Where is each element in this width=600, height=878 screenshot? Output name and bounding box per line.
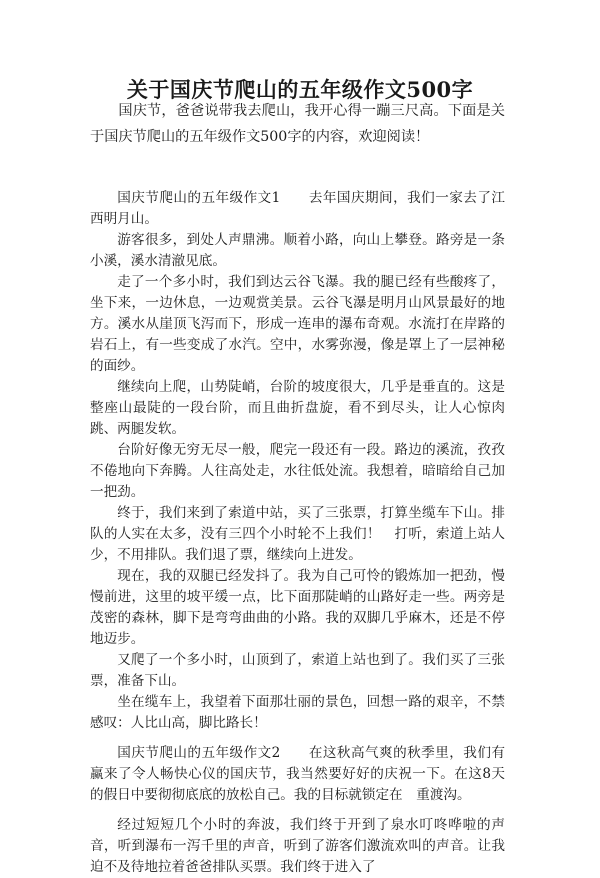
intro-paragraph: 国庆节，爸爸说带我去爬山，我开心得一蹦三尺高。下面是关于国庆节爬山的五年级作文500字的内容，欢迎阅读！ (90, 103, 505, 145)
document-title: 关于国庆节爬山的五年级作文500字 (126, 77, 474, 102)
paragraph-4: 继续向上爬，山势陡峭，台阶的坡度很大，几乎是垂直的。这是整座山最陡的一段台阶，而且曲折盘旋，看不到尽头，让人心惊肉跳、两腿发软。 (90, 379, 505, 437)
paragraph-9: 坐在缆车上，我望着下面那壮丽的景色，回想一路的艰辛，不禁感叹：人比山高，脚比路长！ (90, 694, 505, 731)
paragraph-2: 游客很多，到处人声鼎沸。顺着小路，向山上攀登。路旁是一条小溪，溪水清澈见底。 (90, 232, 505, 269)
paragraph-6: 终于，我们来到了索道中站，买了三张票，打算坐缆车下山。排队的人实在太多，没有三四个小时轮不上我们！ 打听，索道上站人少，不用排队。我们退了票，继续向上进发。 (90, 505, 505, 563)
paragraph-10: 国庆节爬山的五年级作文2 在这秋高气爽的秋季里，我们有赢来了令人畅快心仪的国庆节，我当然要好好的庆祝一下。在这8天的假日中要彻彻底底的放松自己。我的目标就锁定在 重渡沟。 (90, 745, 505, 803)
article-body (90, 188, 505, 878)
paragraph-1: 国庆节爬山的五年级作文1 去年国庆期间，我们一家去了江西明月山。 (90, 190, 505, 227)
paragraph-5: 台阶好像无穷无尽一般，爬完一段还有一段。路边的溪流，孜孜不倦地向下奔腾。人往高处走，水往低处流。我想着，暗暗给自己加一把劲。 (90, 442, 505, 500)
paragraph-11: 经过短短几个小时的奔波，我们终于开到了泉水叮咚哗啦的声音，听到瀑布一泻千里的声音，听到了游客们激流欢叫的声音。让我迫不及待地拉着爸爸排队买票。我们终于进入了 (90, 817, 505, 875)
paragraph-3: 走了一个多小时，我们到达云谷飞瀑。我的腿已经有些酸疼了，坐下来，一边休息，一边观赏美景。云谷飞瀑是明月山风景最好的地方。溪水从崖顶飞泻而下，形成一连串的瀑布奇观。水流打在岸路的岩石上，有一些变成了水汽。空中，水雾弥漫，像是罩上了一层神秘的面纱。 (90, 274, 505, 374)
paragraph-8: 又爬了一个多小时，山顶到了，索道上站也到了。我们买了三张票，准备下山。 (90, 652, 505, 689)
paragraph-7: 现在，我的双腿已经发抖了。我为自己可怜的锻炼加一把劲，慢慢前进，这里的坡平缓一点，比下面那陡峭的山路好走一些。两旁是茂密的森林，脚下是弯弯曲曲的小路。我的双脚几乎麻木，还是不停地迈步。 (90, 568, 505, 647)
